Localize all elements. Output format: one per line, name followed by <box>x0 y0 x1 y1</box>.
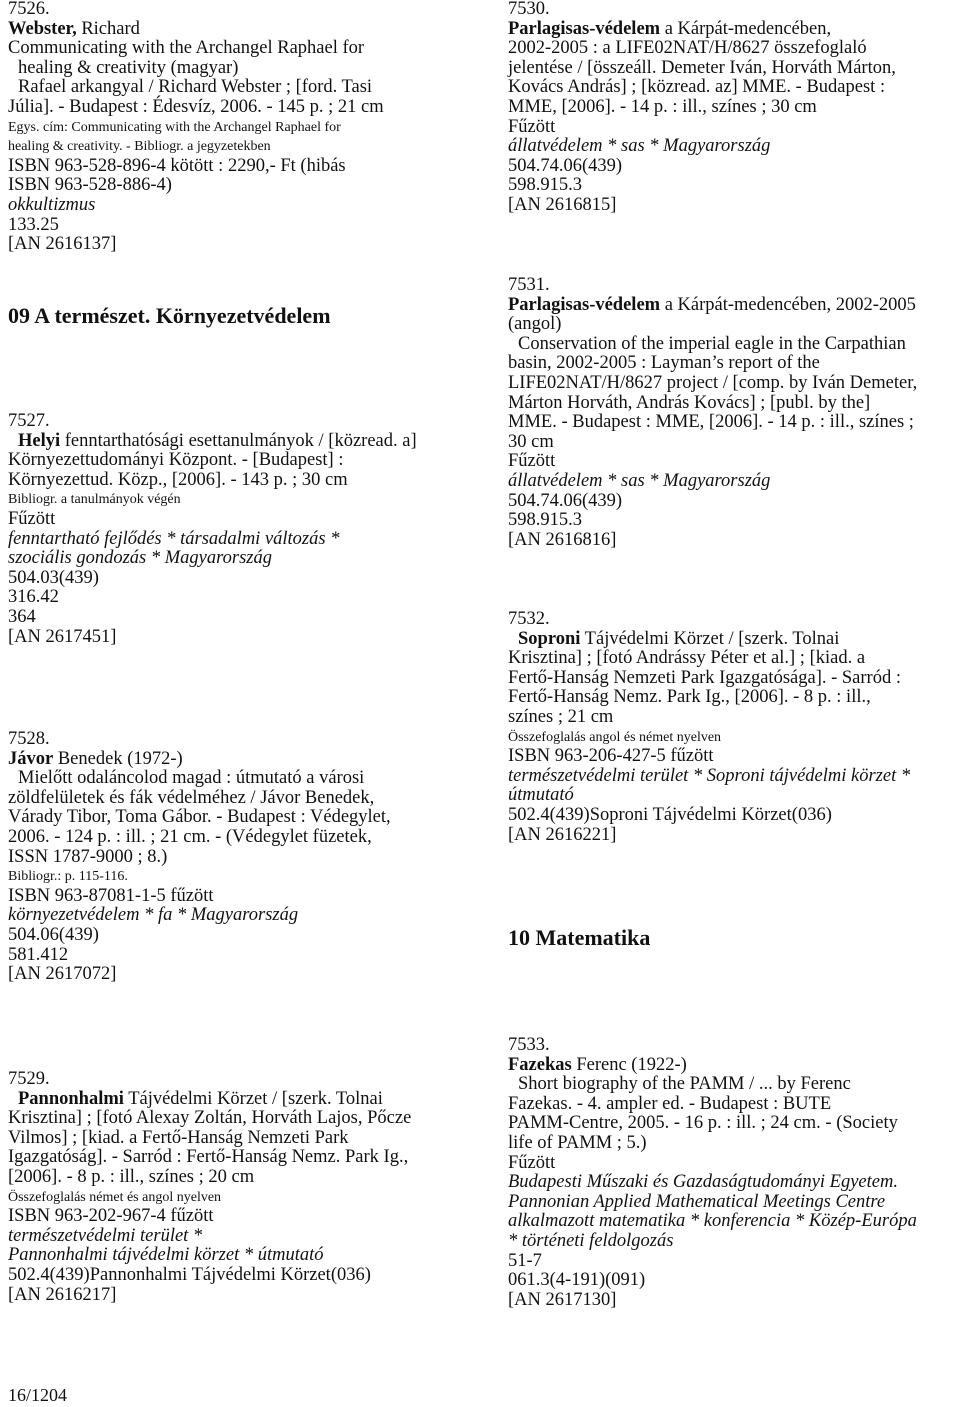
entry-note: Bibliogr. a tanulmányok végén <box>8 492 181 508</box>
entry-line: 2002-2005 : a LIFE02NAT/H/8627 összefoglaló <box>508 38 867 59</box>
page-number: 16/1204 <box>8 1385 68 1405</box>
entry-an: [AN 2617130] <box>508 1289 617 1310</box>
entry-number: 7526. <box>8 0 50 19</box>
entry-7533 <box>508 1036 917 1310</box>
entry-subject: állatvédelem * sas * Magyarország <box>508 136 771 157</box>
entry-line: Mielőtt odaláncolod magad : útmutató a városi <box>18 768 365 789</box>
entry-line: 2006. - 124 p. : ill. ; 21 cm. - (Védegylet füzetek, <box>8 826 372 847</box>
entry-isbn: ISBN 963-528-896-4 kötött : 2290,- Ft (hibás <box>8 155 346 176</box>
entry-title: Soproni Tájvédelmi Körzet / [szerk. Tolnai <box>518 628 840 649</box>
entry-binding: Fűzött <box>508 116 556 137</box>
entry-class: 51-7 <box>508 1250 542 1271</box>
entry-line: Vilmos] ; [kiad. a Fertő-Hanság Nemzeti Park <box>8 1127 349 1148</box>
entry-line: Márton Horváth, András Kovács] ; [publ. by the] <box>508 392 871 413</box>
entry-line: healing & creativity (magyar) <box>18 57 239 78</box>
entry-note: healing & creativity. - Bibliogr. a jegyzetekben <box>8 139 271 155</box>
entry-isbn: ISBN 963-206-427-5 fűzött <box>508 746 714 767</box>
entry-line: Környezettudományi Központ. - [Budapest] : <box>8 450 344 471</box>
entry-class: 061.3(4-191)(091) <box>508 1270 646 1291</box>
entry-title: Parlagisas-védelem a Kárpát-medencében, 2002-2005 <box>508 294 916 315</box>
entry-line: Júlia]. - Budapest : Édesvíz, 2006. - 145 p. ; 21 cm <box>8 96 384 117</box>
entry-7527 <box>8 412 417 647</box>
entry-line: zöldfelületek és fák védelméhez / Jávor Benedek, <box>8 787 375 808</box>
entry-note: Egys. cím: Communicating with the Archangel Raphael for <box>8 119 341 135</box>
entry-an: [AN 2616816] <box>508 529 617 550</box>
entry-class: 598.915.3 <box>508 175 582 196</box>
entry-isbn: ISBN 963-528-886-4) <box>8 175 172 196</box>
entry-subject: Budapesti Műszaki és Gazdaságtudományi Egyetem. <box>508 1172 898 1193</box>
entry-class: 598.915.3 <box>508 510 582 531</box>
entry-line: Kovács András] ; [közread. az] MME. - Budapest : <box>508 77 886 98</box>
entry-class: 502.4(439)Soproni Tájvédelmi Körzet(036) <box>508 804 832 825</box>
entry-line: Conservation of the imperial eagle in the Carpathian <box>518 333 906 354</box>
entry-7529 <box>8 1070 411 1305</box>
entry-binding: Fűzött <box>8 508 56 529</box>
entry-subject: útmutató <box>508 785 574 806</box>
entry-line: MME. - Budapest : MME, [2006]. - 14 p. : ill., színes ; <box>508 412 914 433</box>
entry-class: 502.4(439)Pannonhalmi Tájvédelmi Körzet(036) <box>8 1264 371 1285</box>
entry-line: MME, [2006]. - 14 p. : ill., színes ; 30 cm <box>508 96 817 117</box>
entry-line: Környezettud. Közp., [2006]. - 143 p. ; 30 cm <box>8 469 348 490</box>
entry-note: Bibliogr.: p. 115-116. <box>8 869 128 885</box>
entry-class: 504.74.06(439) <box>508 490 623 511</box>
entry-title: Parlagisas-védelem a Kárpát-medencében, <box>508 18 832 39</box>
entry-number: 7529. <box>8 1069 50 1089</box>
entry-line: life of PAMM ; 5.) <box>508 1132 647 1153</box>
entry-line: Fertő-Hanság Nemzeti Park Igazgatósága]. - Sarród : <box>508 667 901 688</box>
entry-line: Communicating with the Archangel Raphael for <box>8 38 365 59</box>
entry-subject: természetvédelmi terület * <box>8 1225 203 1246</box>
entry-author: Webster, Richard <box>8 18 140 39</box>
entry-class: 133.25 <box>8 214 59 235</box>
entry-7530 <box>508 0 896 216</box>
entry-subject: szociális gondozás * Magyarország <box>8 548 272 569</box>
entry-line: Várady Tibor, Toma Gábor. - Budapest : Védegylet, <box>8 807 391 828</box>
section-heading-math: 10 Matematika <box>508 925 651 950</box>
entry-7526 <box>8 0 384 255</box>
entry-isbn: ISBN 963-202-967-4 fűzött <box>8 1206 214 1227</box>
entry-subject: alkalmazott matematika * konferencia * Közép-Európa <box>508 1211 917 1232</box>
entry-number: 7527. <box>8 411 50 431</box>
entry-subject: Pannonhalmi tájvédelmi körzet * útmutató <box>8 1245 324 1266</box>
entry-number: 7533. <box>508 1035 550 1055</box>
entry-class: 581.412 <box>8 944 69 965</box>
entry-number: 7530. <box>508 0 550 19</box>
entry-line: Fertő-Hanság Nemz. Park Ig., [2006]. - 8 p. : ill., <box>508 687 871 708</box>
entry-subject: Pannonian Applied Mathematical Meetings Centre <box>508 1191 886 1212</box>
entry-line: 30 cm <box>508 431 554 452</box>
entry-line: színes ; 21 cm <box>508 706 614 727</box>
section-heading-nature: 09 A természet. Környezetvédelem <box>8 303 331 328</box>
entry-line: jelentése / [összeáll. Demeter Iván, Horváth Márton, <box>508 57 896 78</box>
entry-an: [AN 2616137] <box>8 234 117 255</box>
entry-line: Fazekas. - 4. ampler ed. - Budapest : BUTE <box>508 1093 832 1114</box>
entry-line: Igazgatóság]. - Sarród : Fertő-Hanság Nemz. Park Ig., <box>8 1147 409 1168</box>
entry-line: LIFE02NAT/H/8627 project / [comp. by Iván Demeter, <box>508 372 918 393</box>
entry-binding: Fűzött <box>508 451 556 472</box>
entry-line: Krisztina] ; [fotó Alexay Zoltán, Horváth Lajos, Pőcze <box>8 1108 412 1129</box>
entry-an: [AN 2616221] <box>508 824 617 845</box>
entry-title: Pannonhalmi Tájvédelmi Körzet / [szerk. Tolnai <box>18 1088 383 1109</box>
entry-class: 504.06(439) <box>8 924 99 945</box>
entry-note: Összefoglalás angol és német nyelven <box>508 729 722 745</box>
entry-line: Krisztina] ; [fotó Andrássy Péter et al.] ; [kiad. a <box>508 648 866 669</box>
entry-author: Jávor Benedek (1972-) <box>8 748 183 769</box>
entry-subject: állatvédelem * sas * Magyarország <box>508 470 771 491</box>
entry-7532 <box>508 610 910 845</box>
entry-subject: természetvédelmi terület * Soproni tájvédelmi körzet * <box>508 765 911 786</box>
entry-line: Short biography of the PAMM / ... by Ferenc <box>518 1074 851 1095</box>
entry-an: [AN 2616815] <box>508 194 617 215</box>
entry-line: ISSN 1787-9000 ; 8.) <box>8 846 168 867</box>
entry-subject: környezetvédelem * fa * Magyarország <box>8 905 299 926</box>
entry-author: Fazekas Ferenc (1922-) <box>508 1054 687 1075</box>
entry-subject: fenntartható fejlődés * társadalmi változás * <box>8 528 340 549</box>
entry-subject: okkultizmus <box>8 194 96 215</box>
entry-line: Rafael arkangyal / Richard Webster ; [ford. Tasi <box>18 77 373 98</box>
entry-title: Helyi fenntarthatósági esettanulmányok / [közread. a] <box>18 430 417 451</box>
entry-binding: Fűzött <box>508 1152 556 1173</box>
entry-line: basin, 2002-2005 : Layman’s report of the <box>508 353 820 374</box>
entry-7528 <box>8 730 391 985</box>
entry-number: 7532. <box>508 609 550 629</box>
entry-class: 364 <box>8 606 36 627</box>
entry-line: [2006]. - 8 p. : ill., színes ; 20 cm <box>8 1166 255 1187</box>
entry-subject: * történeti feldolgozás <box>508 1230 674 1251</box>
entry-an: [AN 2617072] <box>8 964 117 985</box>
entry-line: PAMM-Centre, 2005. - 16 p. : ill. ; 24 cm. - (Society <box>508 1113 898 1134</box>
entry-7531 <box>508 276 917 550</box>
entry-an: [AN 2616217] <box>8 1284 117 1305</box>
entry-note: Összefoglalás német és angol nyelven <box>8 1189 222 1205</box>
entry-number: 7531. <box>508 275 550 295</box>
entry-class: 504.74.06(439) <box>508 155 623 176</box>
entry-title-cont: (angol) <box>508 314 562 335</box>
entry-number: 7528. <box>8 729 50 749</box>
entry-isbn: ISBN 963-87081-1-5 fűzött <box>8 885 214 906</box>
entry-an: [AN 2617451] <box>8 626 117 647</box>
entry-class: 316.42 <box>8 587 59 608</box>
entry-class: 504.03(439) <box>8 567 99 588</box>
